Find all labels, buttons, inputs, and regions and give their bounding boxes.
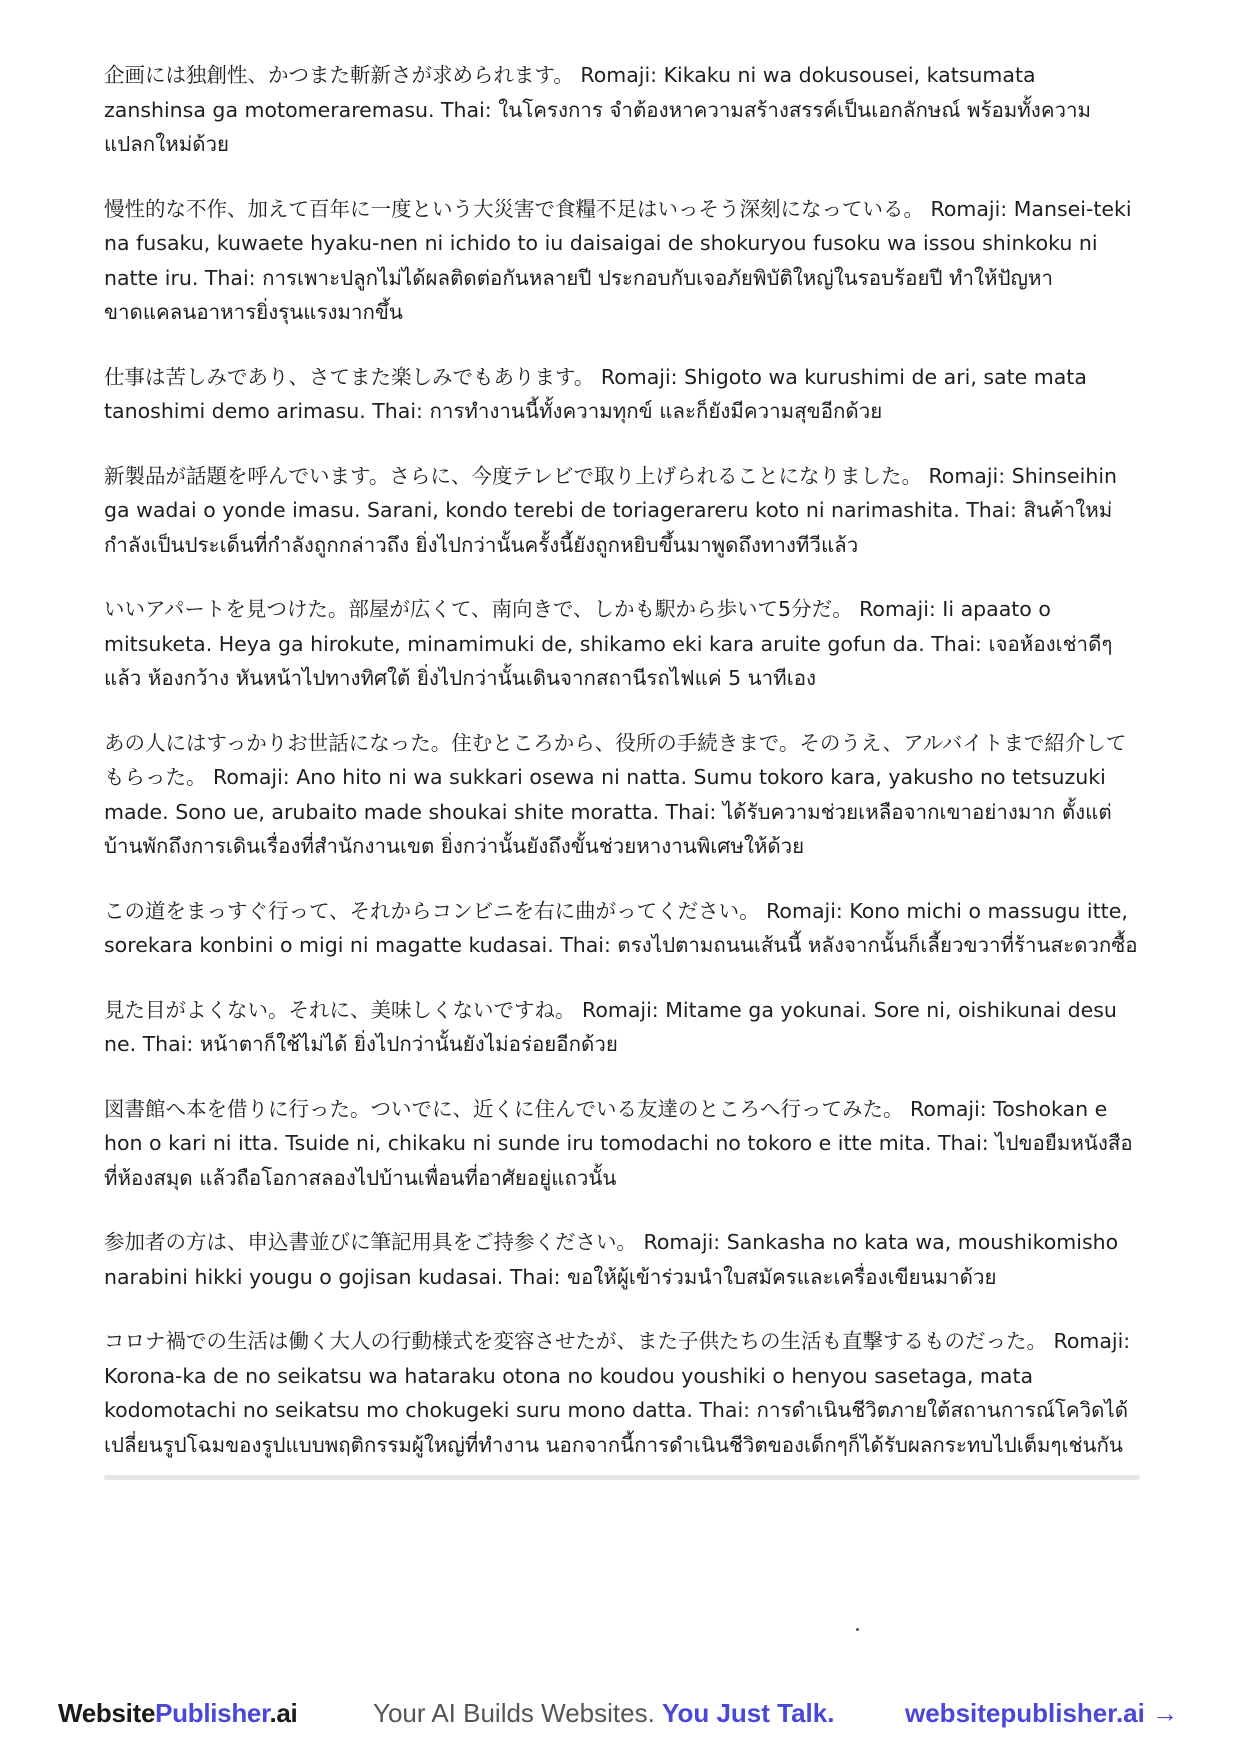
- paragraph: いいアパートを見つけた。部屋が広くて、南向きで、しかも駅から歩いて5分だ。 Romaji: Ii apaato o mitsuketa. Heya ga hirokute, minamimuki de, shikamo eki kara aruite gofun da. Thai: เจอห้องเช่าดีๆแล้ว ห้องกว้าง หันหน้าไปทางทิศใต้ ยิ่งไปกว่านั้นเดินจากสถานีรถไฟแค่ 5 นาทีเอง: [104, 597, 1113, 690]
- paragraph: コロナ禍での生活は働く大人の行動様式を変容させたが、また子供たちの生活も直撃するものだった。 Romaji: Korona-ka de no seikatsu wa hataraku otona no koudou youshiki o henyou sasetaga, mata kodomotachi no seikatsu mo chokugeki suru mono datta. Thai: การดำเนินชีวิตภายใต้สถานการณ์โควิดได้เปลี่ยนรูปโฉมของรูปแบบพฤติกรรมผู้ใหญ่ที่ทำงาน นอกจากนี้การดำเนินชีวิตของเด็กๆก็ได้รับผลกระทบไปเต็มๆเช่นกัน: [104, 1329, 1131, 1457]
- paragraph: あの人にはすっかりお世話になった。住むところから、役所の手続きまで。そのうえ、アルバイトまで紹介してもらった。 Romaji: Ano hito ni wa sukkari osewa ni natta. Sumu tokoro kara, yakusho no tetsuzuki made. Sono ue, arubaito made shoukai shite moratta. Thai: ได้รับความช่วยเหลือจากเขาอย่างมาก ตั้งแต่บ้านพักถึงการเดินเรื่องที่สำนักงานเขต ยิ่งกว่านั้นยังถึงขั้นช่วยหางานพิเศษให้ด้วย: [104, 730, 1127, 858]
- paragraph: 参加者の方は、申込書並びに筆記用具をご持参ください。 Romaji: Sankasha no kata wa, moushikomisho narabini hikki yougu o gojisan kudasai. Thai: ขอให้ผู้เข้าร่วมนำใบสมัครและเครื่องเขียนมาด้วย: [104, 1230, 1119, 1289]
- brand-word-website: Website: [58, 1698, 156, 1728]
- paragraph: 仕事は苦しみであり、さてまた楽しみでもあります。 Romaji: Shigoto wa kurushimi de ari, sate mata tanoshimi demo arimasu. Thai: การทำงานนี้ทั้งความทุกข์ และก็ยังมีความสุขอีกด้วย: [104, 364, 1087, 423]
- content-divider: [104, 1475, 1140, 1480]
- paragraph: 見た目がよくない。それに、美味しくないですね。 Romaji: Mitame ga yokunai. Sore ni, oishikunai desu ne. Thai: หน้าตาก็ใช้ไม่ได้ ยิ่งไปกว่านั้นยังไม่อร่อยอีกด้วย: [104, 997, 1117, 1056]
- footer-bar: [0, 1690, 1242, 1738]
- page-marker-dot: [856, 1628, 859, 1631]
- document-body: [104, 58, 1140, 1492]
- website-link[interactable]: websitepublisher.ai →: [905, 1698, 1179, 1728]
- footer-tagline: [373, 1698, 834, 1729]
- tagline-plain: Your AI Builds Websites.: [373, 1698, 663, 1728]
- paragraph: この道をまっすぐ行って、それからコンビニを右に曲がってください。 Romaji: Kono michi o massugu itte, sorekara konbini o migi ni magatte kudasai. Thai: ตรงไปตามถนนเส้นนี้ หลังจากนั้นก็เลี้ยวขวาที่ร้านสะดวกซื้อ: [104, 898, 1138, 957]
- paragraph: 慢性的な不作、加えて百年に一度という大災害で食糧不足はいっそう深刻になっている。 Romaji: Mansei-teki na fusaku, kuwaete hyaku-nen ni ichido to iu daisaigai de shokuryou fusoku wa issou shinkoku ni natte iru. Thai: การเพาะปลูกไม่ได้ผลติดต่อกันหลายปี ประกอบกับเจอภัยพิบัติใหญ่ในรอบร้อยปี ทำให้ปัญหาขาดแคลนอาหารยิ่งรุนแรงมากขึ้น: [104, 196, 1132, 324]
- paragraph: 企画には独創性、かつまた斬新さが求められます。 Romaji: Kikaku ni wa dokusousei, katsumata zanshinsa ga motomeraremasu. Thai: ในโครงการ จำต้องหาความสร้างสรรค์เป็นเอกลักษณ์ พร้อมทั้งความแปลกใหม่ด้วย: [104, 63, 1092, 156]
- brand-word-ai: .ai: [269, 1698, 298, 1728]
- paragraph: 図書館へ本を借りに行った。ついでに、近くに住んでいる友達のところへ行ってみた。 Romaji: Toshokan e hon o kari ni itta. Tsuide ni, chikaku ni sunde iru tomodachi no tokoro e itte mita. Thai: ไปขอยืมหนังสือที่ห้องสมุด แล้วถือโอกาสลองไปบ้านเพื่อนที่อาศัยอยู่แถวนั้น: [104, 1096, 1133, 1190]
- brand-logo[interactable]: [58, 1698, 297, 1729]
- brand-word-publisher: Publisher: [155, 1698, 270, 1728]
- paragraph: 新製品が話題を呼んでいます。さらに、今度テレビで取り上げられることになりました。 Romaji: Shinseihin ga wadai o yonde imasu. Sarani, kondo terebi de toriagerareru koto ni narimashita. Thai: สินค้าใหม่กำลังเป็นประเด็นที่กำลังถูกกล่าวถึง ยิ่งไปกว่านั้นครั้งนี้ยังถูกหยิบขึ้นมาพูดถึงทางทีวีแล้ว: [104, 463, 1118, 557]
- tagline-emphasis: You Just Talk.: [662, 1698, 835, 1728]
